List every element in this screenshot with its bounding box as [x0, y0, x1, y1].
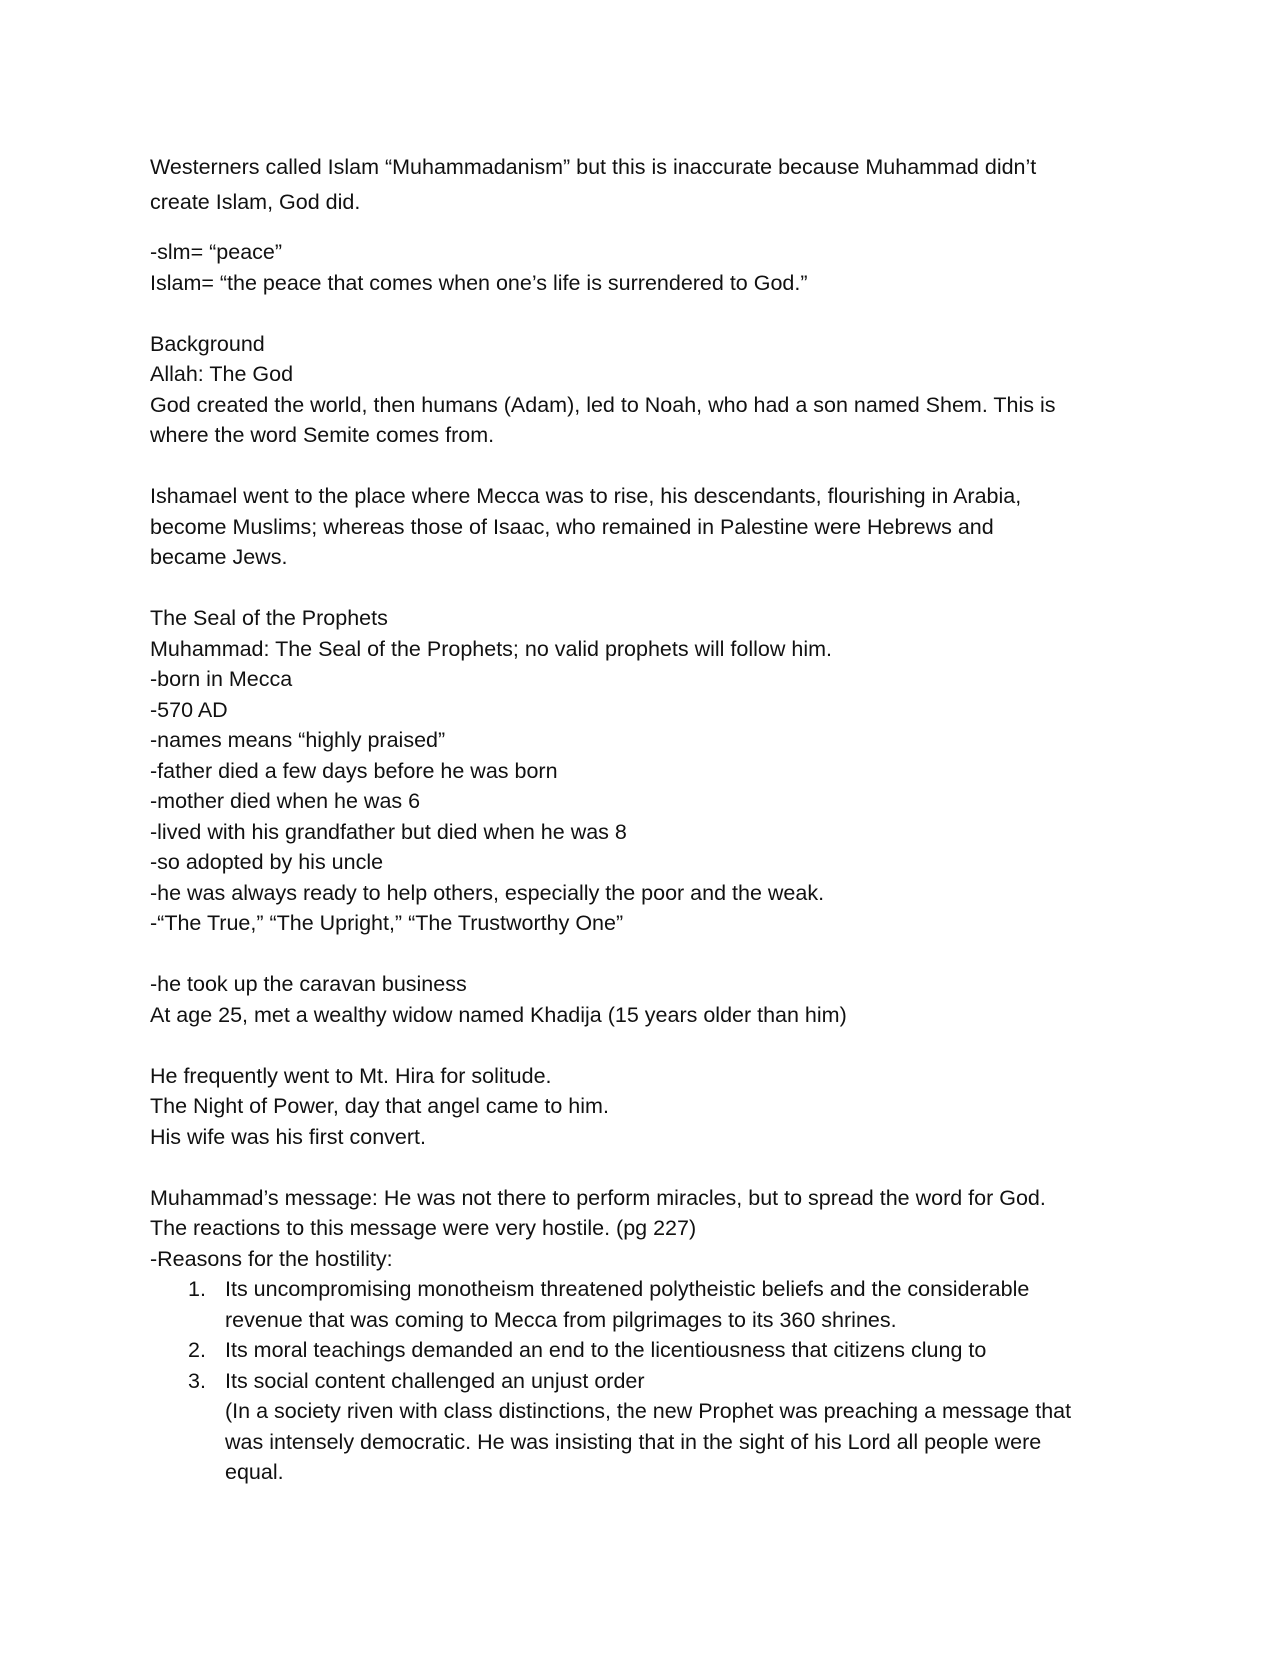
intro-line: create Islam, God did.: [150, 190, 361, 214]
hira-line: His wife was his first convert.: [150, 1124, 426, 1149]
fact-item: -570 AD: [150, 697, 228, 722]
fact-item: -he was always ready to help others, especially the poor and the weak.: [150, 880, 825, 905]
hostility-reasons-list: [150, 1274, 1140, 1488]
caravan-line: -he took up the caravan business: [150, 972, 467, 996]
section-heading-background: Background: [150, 331, 265, 356]
ishmael-line: Ishamael went to the place where Mecca was to rise, his descendants, flourishing in Arabia,: [150, 484, 1022, 508]
hira-line: The Night of Power, day that angel came to him.: [150, 1094, 609, 1118]
document-page: [150, 150, 1140, 1488]
background-line: where the word Semite comes from.: [150, 423, 495, 447]
islam-definition: Islam= “the peace that comes when one’s life is surrendered to God.”: [150, 270, 808, 295]
fact-item: -“The True,” “The Upright,” “The Trustworthy One”: [150, 911, 624, 935]
list-item-text: was intensely democratic. He was insisting that in the sight of his Lord all people were: [225, 1429, 1042, 1454]
ishmael-line: become Muslims; whereas those of Isaac, who remained in Palestine were Hebrews and: [150, 514, 994, 539]
section-heading-seal: The Seal of the Prophets: [150, 606, 388, 630]
caravan-line: At age 25, met a wealthy widow named Khadija (15 years older than him): [150, 1002, 847, 1027]
allah-line: Allah: The God: [150, 362, 294, 386]
fact-item: -lived with his grandfather but died when he was 8: [150, 819, 627, 844]
intro-paragraph: [150, 150, 1140, 220]
fact-item: -father died a few days before he was born: [150, 758, 558, 783]
list-item-text: Its social content challenged an unjust order: [225, 1368, 645, 1393]
intro-line: Westerners called Islam “Muhammadanism” but this is inaccurate because Muhammad didn’t: [150, 155, 1037, 179]
message-line: -Reasons for the hostility:: [150, 1246, 393, 1271]
fact-item: -names means “highly praised”: [150, 728, 446, 752]
list-item-text: revenue that was coming to Mecca from pilgrimages to its 360 shrines.: [225, 1307, 897, 1332]
list-number: 1.: [188, 1277, 206, 1301]
list-number: 2.: [188, 1338, 206, 1362]
background-line: God created the world, then humans (Adam), led to Noah, who had a son named Shem. This is: [150, 392, 1056, 417]
fact-item: -so adopted by his uncle: [150, 850, 384, 874]
message-line: Muhammad’s message: He was not there to perform miracles, but to spread the word for God.: [150, 1185, 1046, 1210]
list-item: [150, 1274, 1140, 1335]
list-item-text: Its uncompromising monotheism threatened polytheistic beliefs and the considerable: [225, 1277, 1030, 1301]
message-line: The reactions to this message were very hostile. (pg 227): [150, 1216, 697, 1240]
list-item-text: equal.: [225, 1460, 284, 1484]
list-item: [150, 1366, 1140, 1488]
list-item-text: (In a society riven with class distinctions, the new Prophet was preaching a message that: [225, 1399, 1072, 1423]
ishmael-line: became Jews.: [150, 545, 288, 569]
seal-intro: Muhammad: The Seal of the Prophets; no valid prophets will follow him.: [150, 636, 832, 661]
fact-item: -mother died when he was 6: [150, 789, 421, 813]
list-item-text: Its moral teachings demanded an end to the licentiousness that citizens clung to: [225, 1338, 987, 1362]
slm-definition: -slm= “peace”: [150, 240, 283, 264]
fact-item: -born in Mecca: [150, 667, 293, 691]
list-number: 3.: [188, 1368, 206, 1393]
list-item: [150, 1335, 1140, 1366]
hira-line: He frequently went to Mt. Hira for solitude.: [150, 1063, 552, 1088]
